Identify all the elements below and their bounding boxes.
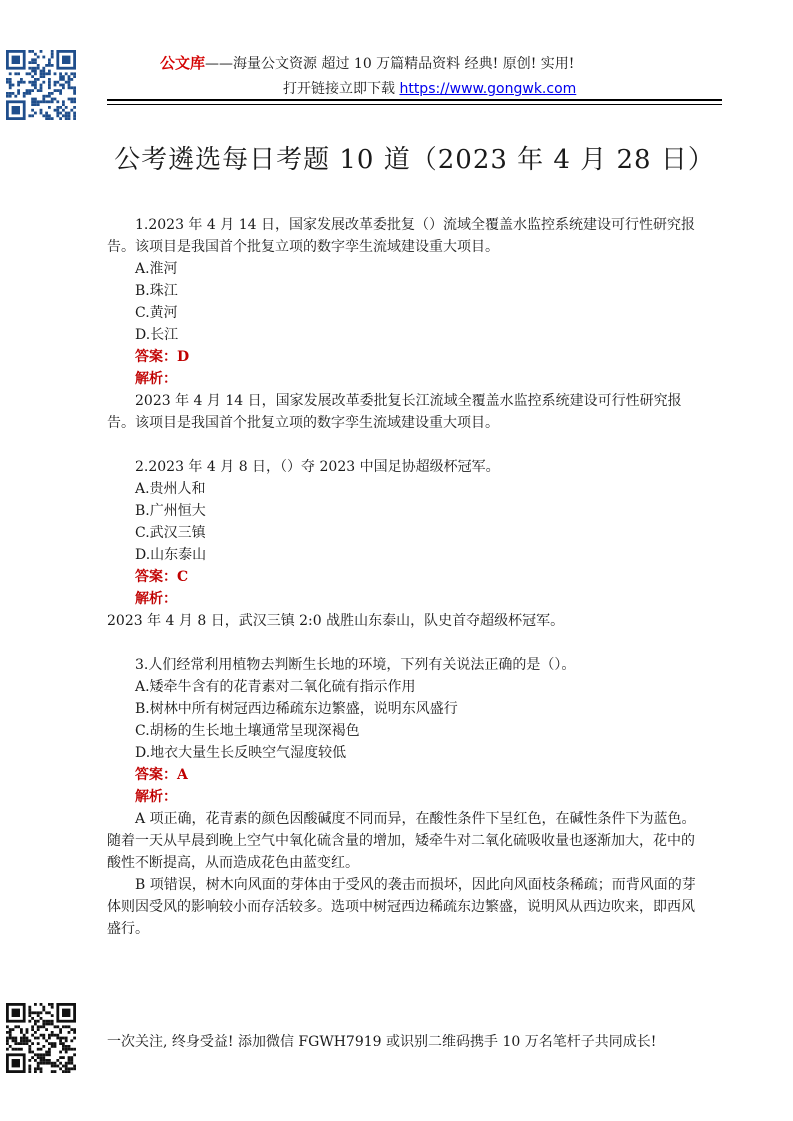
option-b: B.广州恒大 [135, 503, 206, 519]
question-1 [107, 214, 696, 434]
option-c: C.黄河 [135, 305, 178, 321]
option-d: D.山东泰山 [135, 547, 207, 563]
question-stem: 3.人们经常利用植物去判断生长地的环境，下列有关说法正确的是（）。 [135, 657, 576, 673]
header-tagline-line [160, 52, 574, 73]
download-text: 打开链接立即下载 [283, 81, 400, 97]
answer-label: 答案：A [135, 767, 188, 783]
answer-label: 答案：C [135, 569, 189, 585]
analysis-text-b: B 项错误，树木向风面的芽体由于受风的袭击而损坏，因此向风面枝条稀疏；而背风面的芽体则因受风的影响较小而存活较多。选项中树冠西边稀疏东边繁盛，说明风从西边吹来，即西风盛行。 [107, 877, 696, 937]
header-tagline: ——海量公文资源 超过 10 万篇精品资料 经典! 原创! 实用! [205, 56, 575, 72]
question-list [107, 214, 696, 940]
option-a: A.淮河 [135, 261, 178, 277]
analysis-label: 解析： [135, 591, 177, 607]
option-a: A.贵州人和 [135, 481, 206, 497]
header-download-line [283, 78, 576, 98]
option-d: D.长江 [135, 327, 179, 343]
option-c: C.武汉三镇 [135, 525, 206, 541]
option-b: B.树林中所有树冠西边稀疏东边繁盛，说明东风盛行 [135, 701, 458, 717]
answer-label: 答案：D [135, 349, 190, 365]
header-rule-thick [107, 99, 722, 101]
footer-text: 一次关注, 终身受益! 添加微信 FGWH7919 或识别二维码携手 10 万名笔杆子共同成长! [107, 1034, 657, 1050]
analysis-text: 2023 年 4 月 14 日，国家发展改革委批复长江流域全覆盖水监控系统建设可行性研究报告。该项目是我国首个批复立项的数字孪生流域建设重大项目。 [107, 393, 682, 431]
website-link[interactable]: https://www.gongwk.com [399, 81, 577, 97]
brand-name: 公文库 [160, 54, 206, 72]
question-2 [107, 456, 696, 632]
analysis-text: 2023 年 4 月 8 日，武汉三镇 2:0 战胜山东泰山，队史首夺超级杯冠军。 [107, 613, 565, 629]
analysis-label: 解析： [135, 371, 177, 387]
analysis-text-a: A 项正确，花青素的颜色因酸碱度不同而异，在酸性条件下呈红色，在碱性条件下为蓝色。随着一天从早晨到晚上空气中氧化硫含量的增加，矮牵牛对二氧化硫吸收量也逐渐加大，花中的酸性不断提高，从而造成花色由蓝变红。 [107, 811, 696, 871]
question-stem: 2.2023 年 4 月 8 日，（）夺 2023 中国足协超级杯冠军。 [135, 459, 500, 475]
page-title: 公考遴选每日考题 10 道（2023 年 4 月 28 日） [114, 145, 715, 175]
option-c: C.胡杨的生长地土壤通常呈现深褐色 [135, 723, 360, 739]
question-3 [107, 654, 696, 940]
question-stem: 1.2023 年 4 月 14 日，国家发展改革委批复（）流域全覆盖水监控系统建设可行性研究报告。该项目是我国首个批复立项的数字孪生流域建设重大项目。 [107, 217, 695, 255]
qr-code-top [6, 50, 76, 122]
analysis-label: 解析： [135, 789, 177, 805]
header-rule-thin [107, 104, 722, 105]
qr-code-bottom [6, 1003, 76, 1075]
option-a: A.矮牵牛含有的花青素对二氧化硫有指示作用 [135, 679, 416, 695]
option-b: B.珠江 [135, 283, 178, 299]
option-d: D.地衣大量生长反映空气湿度较低 [135, 745, 347, 761]
